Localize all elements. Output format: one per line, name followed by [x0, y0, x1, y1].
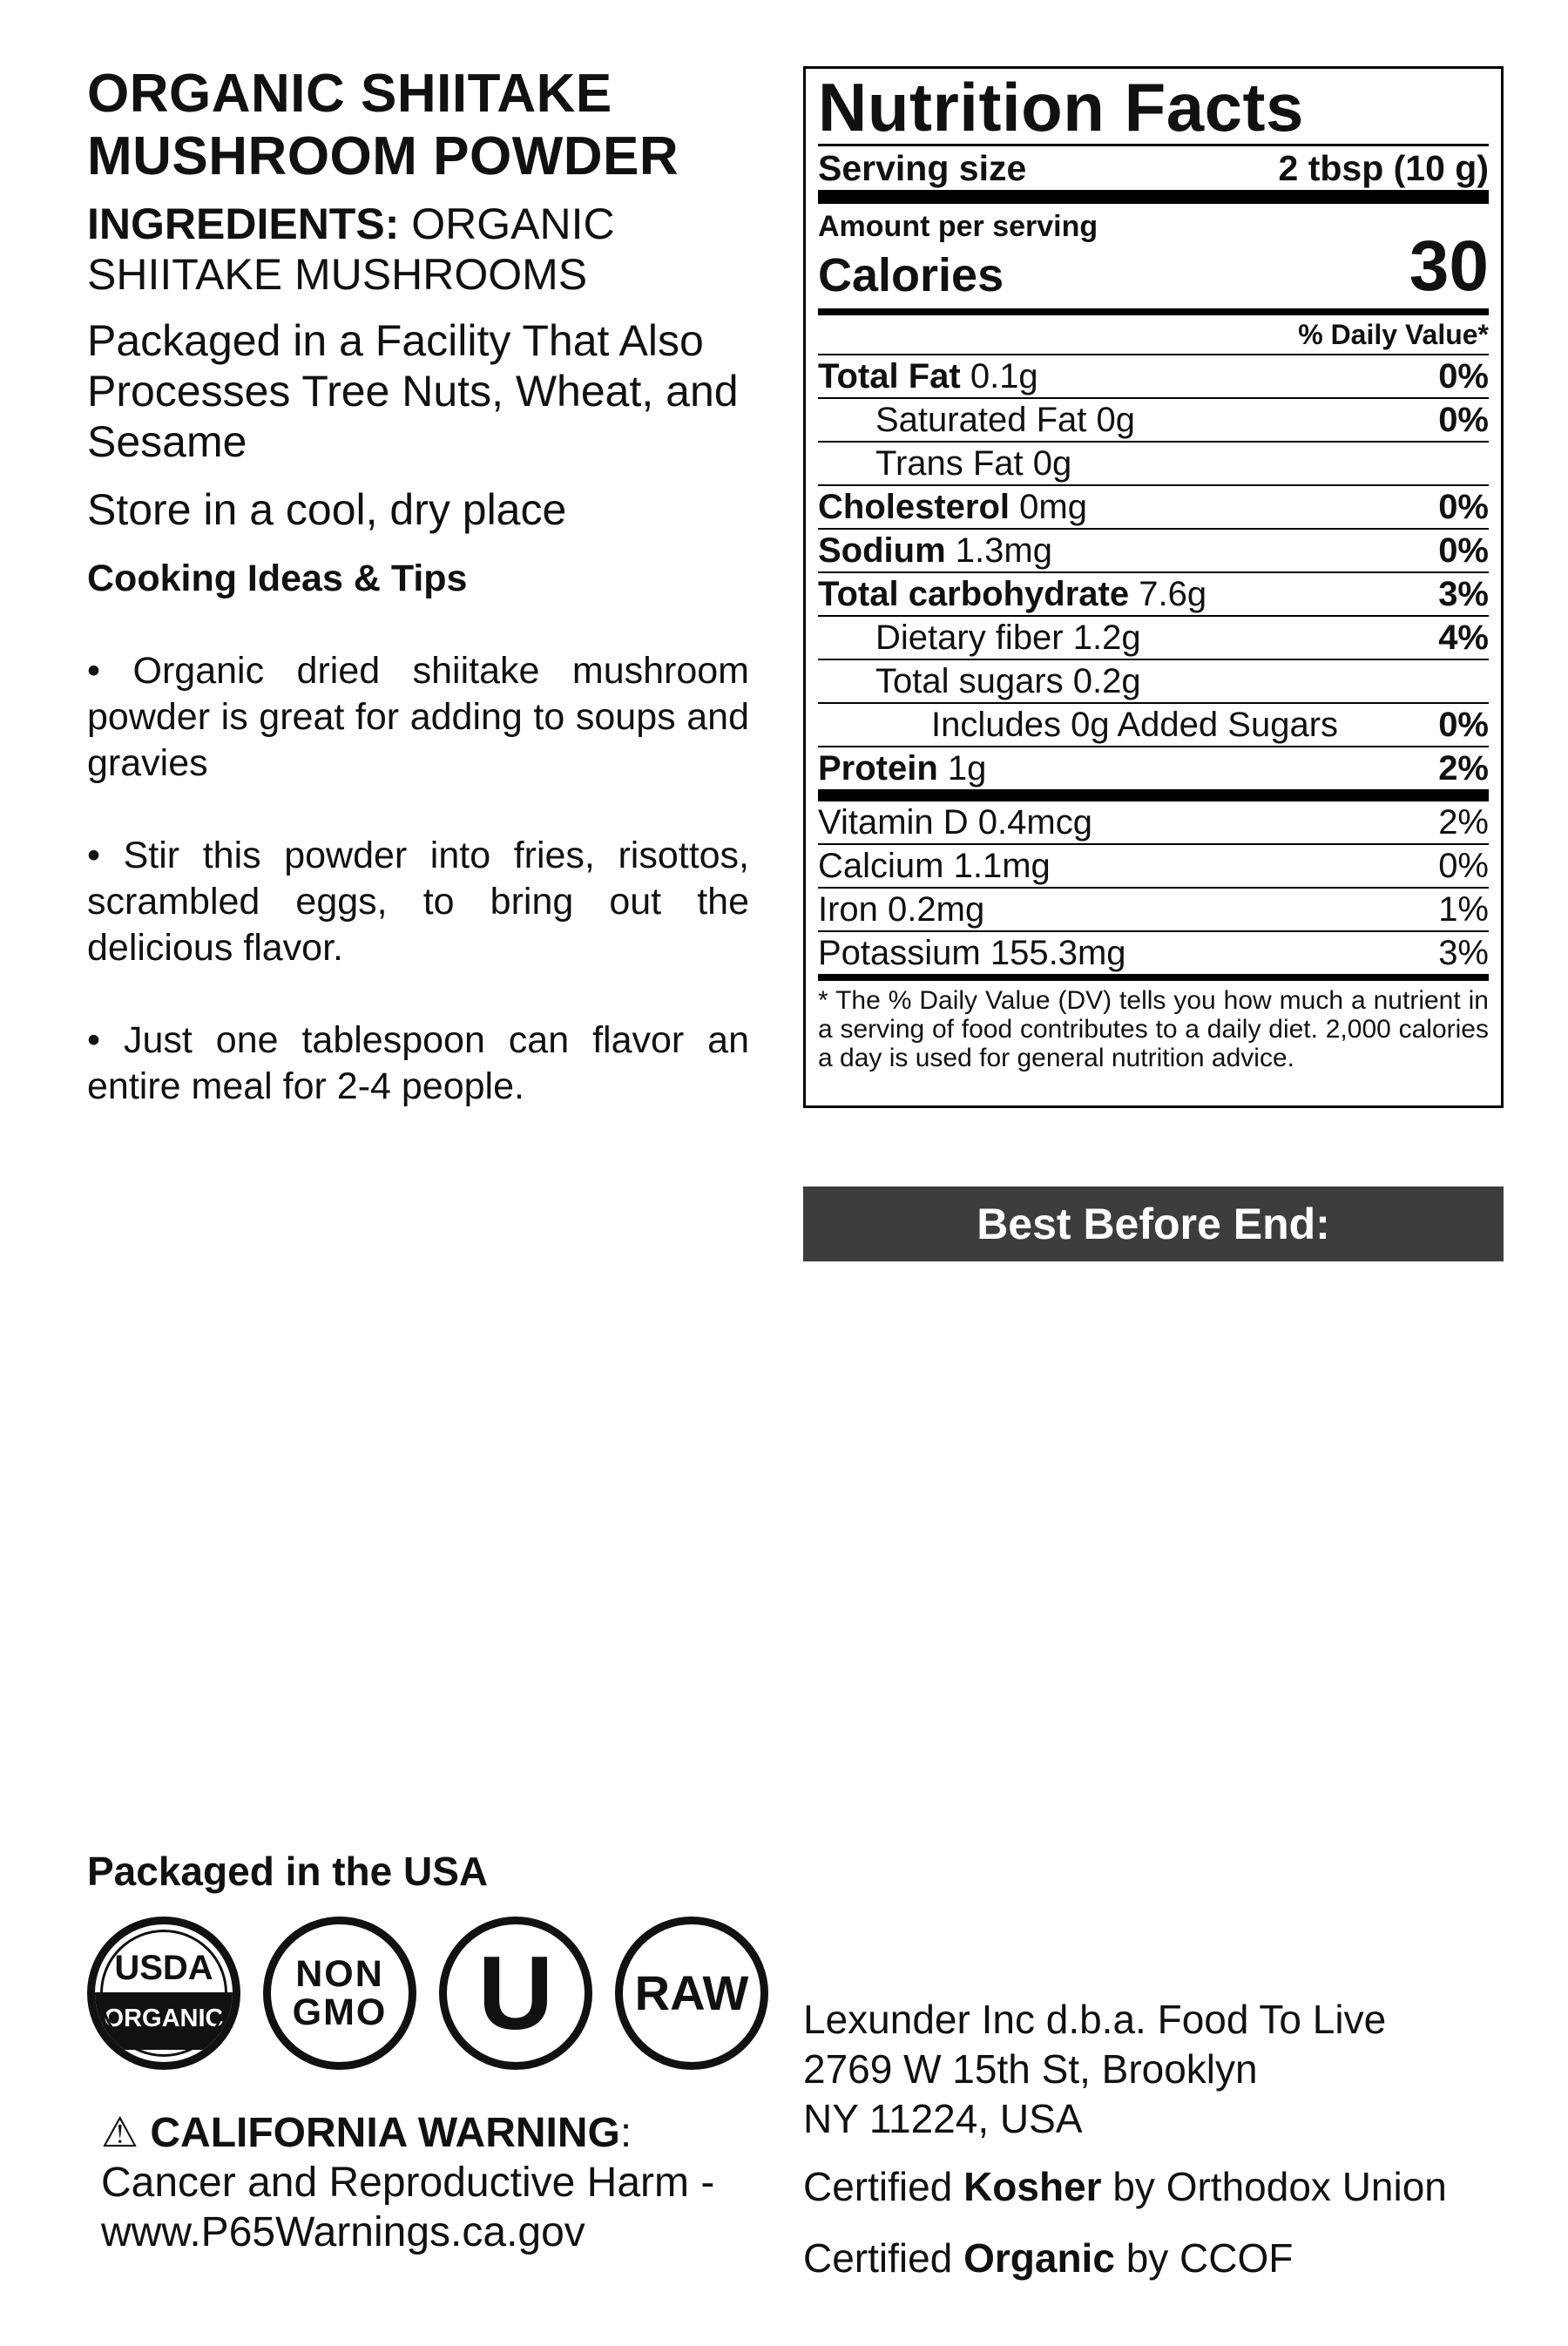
raw-badge — [615, 1917, 768, 2070]
vitamin-label: Calcium 1.1mg — [818, 847, 1051, 885]
nutrition-facts-panel — [803, 66, 1504, 1108]
nutrient-row-added-sugars — [818, 702, 1489, 746]
nutrient-amount: 1.2g — [1072, 619, 1141, 657]
calories-value: 30 — [1409, 226, 1489, 306]
nutrient-row-cholesterol — [818, 484, 1489, 528]
kosher-badge — [439, 1917, 592, 2070]
storage-instructions: Store in a cool, dry place — [87, 485, 567, 534]
nutrient-name: Protein — [818, 749, 938, 788]
vitamin-label: Potassium 155.3mg — [818, 934, 1126, 972]
product-title — [87, 63, 749, 188]
organic-certification — [803, 2234, 1293, 2283]
company-street: 2769 W 15th St, Brooklyn — [803, 2046, 1258, 2092]
nutrient-name: Total carbohydrate — [818, 575, 1130, 613]
nutrient-dv: 0% — [1438, 706, 1489, 744]
vitamin-row — [818, 930, 1489, 974]
nutrient-amount: 7.6g — [1139, 575, 1207, 613]
nutrient-dv: 0% — [1438, 531, 1489, 570]
product-title-line1: ORGANIC SHIITAKE — [87, 64, 612, 124]
company-city: NY 11224, USA — [803, 2096, 1083, 2141]
vitamin-label: Vitamin D 0.4mcg — [818, 803, 1092, 842]
nutrient-name: Sodium — [818, 531, 946, 570]
tip-item: • Organic dried shiitake mushroom powder is great for adding to soups and gravies — [87, 650, 749, 784]
nutrient-dv: 3% — [1438, 575, 1489, 613]
nutrient-name: Includes 0g Added Sugars — [931, 706, 1339, 744]
origin-label: Packaged in the USA — [87, 1849, 489, 1894]
serving-size-value: 2 tbsp (10 g) — [1278, 148, 1489, 188]
nutrient-row-sodium — [818, 528, 1489, 571]
nutrient-amount: 0g — [1096, 401, 1135, 439]
warning-triangle-icon: ⚠ — [101, 2110, 139, 2156]
nutrient-dv: 0% — [1438, 401, 1489, 439]
nutrient-dv: 2% — [1438, 749, 1489, 788]
nutrient-name: Cholesterol — [818, 488, 1010, 526]
nutrient-name: Total Fat — [818, 357, 961, 396]
vitamin-row — [818, 843, 1489, 887]
daily-value-footnote: * The % Daily Value (DV) tells you how much a nutrient in a serving of food contributes to a daily diet. 2,000 calories a day is used for general nutrition advice. — [818, 986, 1489, 1072]
allergen-note: Packaged in a Facility That Also Processes Tree Nuts, Wheat, and Sesame — [87, 316, 739, 466]
thick-divider — [818, 789, 1489, 801]
vitamin-label: Iron 0.2mg — [818, 890, 985, 929]
ingredients-text: ORGANIC SHIITAKE MUSHROOMS — [87, 199, 615, 299]
cert-prefix: Certified — [803, 2235, 953, 2281]
nutrient-name: Dietary fiber — [875, 619, 1064, 657]
nutrient-dv: 0% — [1438, 488, 1489, 526]
amount-per-serving: Amount per serving — [818, 210, 1098, 243]
calories-label: Calories — [818, 249, 1004, 301]
company-address — [803, 1995, 1552, 2144]
nutrient-amount: 0.2g — [1072, 662, 1141, 700]
nutrient-amount: 0g — [1032, 444, 1072, 483]
nutrient-row-dietary-fiber — [818, 615, 1489, 659]
organic-text: ORGANIC — [95, 1992, 233, 2050]
badge-inner-ring — [100, 1930, 227, 2057]
vitamin-dv: 0% — [1438, 847, 1489, 885]
nutrient-row-total-fat — [818, 354, 1489, 397]
ingredients-label: INGREDIENTS: — [87, 199, 400, 248]
nutrient-row-total-carbohydrate — [818, 571, 1489, 615]
kosher-certification — [803, 2162, 1447, 2212]
raw-text: RAW — [634, 1965, 749, 2020]
gmo-text: GMO — [292, 1991, 388, 2033]
nutrient-row-total-sugars — [818, 659, 1489, 702]
serving-size-row — [818, 146, 1489, 190]
nutrient-name: Saturated Fat — [875, 401, 1087, 439]
ingredients — [87, 199, 749, 300]
nutrition-facts-title: Nutrition Facts — [818, 69, 1304, 145]
vitamin-dv: 2% — [1438, 803, 1489, 842]
nutrient-amount: 1g — [947, 749, 987, 788]
cert-organic: Organic — [963, 2235, 1115, 2281]
tips-list — [87, 648, 749, 1156]
medium-divider — [818, 308, 1489, 315]
serving-size-label: Serving size — [818, 148, 1027, 188]
usda-organic-badge — [87, 1917, 240, 2070]
nutrient-name: Trans Fat — [875, 444, 1024, 483]
nutrient-row-protein — [818, 746, 1489, 789]
vitamin-row — [818, 887, 1489, 930]
thick-divider — [818, 190, 1489, 204]
cert-suffix: by Orthodox Union — [1112, 2164, 1447, 2209]
nutrient-amount: 0.1g — [970, 357, 1038, 396]
cert-kosher: Kosher — [963, 2164, 1102, 2209]
best-before-bar: Best Before End: — [803, 1187, 1504, 1261]
tip-item: • Just one tablespoon can flavor an entire meal for 2-4 people. — [87, 1019, 749, 1107]
medium-divider — [818, 974, 1489, 981]
nutrient-amount: 0mg — [1019, 488, 1087, 526]
nutrient-dv: 4% — [1438, 619, 1489, 657]
nutrient-dv: 0% — [1438, 357, 1489, 396]
warning-heading: CALIFORNIA WARNING — [150, 2110, 620, 2156]
non-text: NON — [295, 1953, 384, 1995]
nutrient-row-trans-fat — [818, 441, 1489, 484]
company-name: Lexunder Inc d.b.a. Food To Live — [803, 1997, 1387, 2042]
nutrient-name: Total sugars — [875, 662, 1064, 700]
vitamin-row — [818, 801, 1489, 843]
tip-item: • Stir this powder into fries, risottos, scrambled eggs, to bring out the delicious flavor. — [87, 835, 749, 969]
cert-suffix: by CCOF — [1125, 2235, 1294, 2281]
tips-heading: Cooking Ideas & Tips — [87, 558, 468, 599]
warning-colon: : — [619, 2110, 632, 2156]
warning-text: Cancer and Reproductive Harm - — [101, 2160, 715, 2206]
kosher-symbol: U — [477, 1935, 554, 2052]
vitamin-dv: 3% — [1438, 934, 1489, 972]
california-warning — [101, 2108, 781, 2257]
warning-url: www.P65Warnings.ca.gov — [101, 2209, 585, 2255]
nutrient-row-saturated-fat — [818, 397, 1489, 441]
non-gmo-badge — [263, 1917, 416, 2070]
daily-value-header: % Daily Value* — [1298, 319, 1489, 350]
product-title-line2: MUSHROOM POWDER — [87, 126, 679, 186]
usda-text: USDA — [114, 1949, 213, 1987]
cert-prefix: Certified — [803, 2164, 953, 2209]
vitamin-dv: 1% — [1438, 890, 1489, 929]
nutrient-amount: 1.3mg — [955, 531, 1052, 570]
